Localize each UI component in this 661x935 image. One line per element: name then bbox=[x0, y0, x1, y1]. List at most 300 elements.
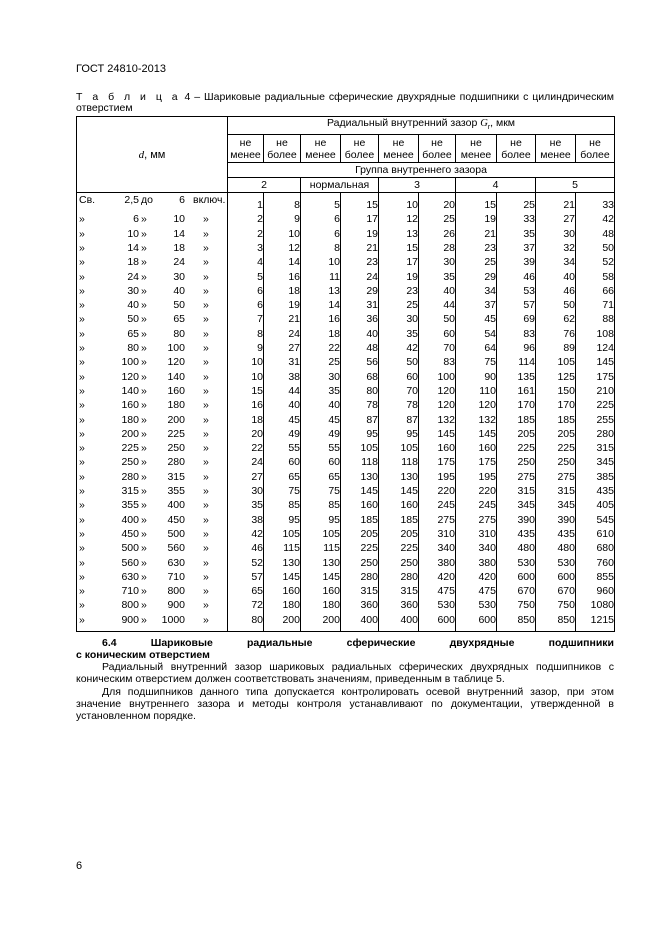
table-row bbox=[77, 613, 615, 632]
clearance-value-cell: 405 bbox=[576, 498, 615, 512]
range-from: 160 bbox=[121, 399, 139, 412]
clearance-value-cell: 60 bbox=[264, 455, 301, 469]
diameter-range-cell bbox=[77, 441, 228, 455]
range-prefix: » bbox=[79, 570, 85, 583]
table-row bbox=[77, 527, 615, 541]
range-prefix: » bbox=[79, 327, 85, 340]
clearance-value-cell: 340 bbox=[456, 541, 497, 555]
clearance-value-cell: 160 bbox=[301, 584, 341, 598]
clearance-value-cell: 280 bbox=[379, 570, 419, 584]
range-suffix: » bbox=[203, 599, 209, 612]
range-prefix: » bbox=[79, 470, 85, 483]
range-suffix: » bbox=[203, 456, 209, 469]
clearance-value-cell: 40 bbox=[341, 327, 379, 341]
clearance-value-cell: 670 bbox=[536, 584, 576, 598]
clearance-value-cell: 120 bbox=[419, 398, 456, 412]
section-title-line2: с коническим отверстием bbox=[76, 649, 210, 661]
range-word-to: » bbox=[141, 356, 147, 369]
clearance-value-cell: 35 bbox=[379, 327, 419, 341]
clearance-value-cell: 83 bbox=[419, 355, 456, 369]
range-word-to: » bbox=[141, 313, 147, 326]
diameter-range-cell bbox=[77, 513, 228, 527]
clearance-value-cell: 69 bbox=[497, 312, 536, 326]
range-from: 100 bbox=[121, 356, 139, 369]
clearance-value-cell: 6 bbox=[228, 284, 264, 298]
clearance-value-cell: 35 bbox=[419, 270, 456, 284]
group-2-header: 2 bbox=[228, 178, 301, 193]
clearance-value-cell: 44 bbox=[264, 384, 301, 398]
range-prefix: » bbox=[79, 313, 85, 326]
clearance-value-cell: 44 bbox=[419, 298, 456, 312]
range-prefix: » bbox=[79, 284, 85, 297]
clearance-value-cell: 83 bbox=[497, 327, 536, 341]
clearance-value-cell: 175 bbox=[576, 370, 615, 384]
clearance-value-cell: 14 bbox=[264, 255, 301, 269]
clearance-value-cell: 9 bbox=[228, 341, 264, 355]
clearance-value-cell: 38 bbox=[264, 370, 301, 384]
clearance-value-cell: 850 bbox=[497, 613, 536, 632]
clearance-value-cell: 29 bbox=[341, 284, 379, 298]
clearance-value-cell: 57 bbox=[497, 298, 536, 312]
clearance-value-cell: 185 bbox=[341, 513, 379, 527]
clearance-value-cell: 360 bbox=[379, 598, 419, 612]
clearance-value-cell: 545 bbox=[576, 513, 615, 527]
clearance-value-cell: 50 bbox=[536, 298, 576, 312]
range-word-to: » bbox=[141, 599, 147, 612]
clearance-value-cell: 12 bbox=[379, 212, 419, 226]
range-suffix: » bbox=[203, 313, 209, 326]
clearance-value-cell: 435 bbox=[497, 527, 536, 541]
diameter-range-cell bbox=[77, 284, 228, 298]
clearance-value-cell: 52 bbox=[228, 556, 264, 570]
clearance-value-cell: 66 bbox=[576, 284, 615, 298]
range-word-to: » bbox=[141, 399, 147, 412]
clearance-value-cell: 530 bbox=[497, 556, 536, 570]
clearance-value-cell: 130 bbox=[341, 470, 379, 484]
clearance-value-cell: 225 bbox=[341, 541, 379, 555]
range-suffix: » bbox=[203, 556, 209, 569]
clearance-value-cell: 60 bbox=[379, 370, 419, 384]
clearance-value-cell: 19 bbox=[341, 227, 379, 241]
clearance-value-cell: 105 bbox=[341, 441, 379, 455]
max-header-line2: более bbox=[422, 148, 452, 161]
clearance-value-cell: 8 bbox=[228, 327, 264, 341]
clearance-value-cell: 420 bbox=[419, 570, 456, 584]
clearance-value-cell: 130 bbox=[379, 470, 419, 484]
range-word-to: » bbox=[141, 227, 147, 240]
clearance-value-cell: 48 bbox=[341, 341, 379, 355]
range-prefix: » bbox=[79, 599, 85, 612]
clearance-value-cell: 21 bbox=[264, 312, 301, 326]
clearance-value-cell: 46 bbox=[497, 270, 536, 284]
clearance-table bbox=[76, 116, 615, 632]
paragraph-1: Радиальный внутренний зазор шариковых радиальных сферических двухрядных подшипников с коническим отверстием должен соответствовать значениям, приведенным в таблице 5. bbox=[76, 661, 614, 685]
range-word-to: » bbox=[141, 256, 147, 269]
table-row bbox=[77, 413, 615, 427]
range-word-to: » bbox=[141, 270, 147, 283]
max-header bbox=[264, 135, 301, 163]
clearance-value-cell: 56 bbox=[341, 355, 379, 369]
clearance-value-cell: 75 bbox=[301, 484, 341, 498]
range-word-to: » bbox=[141, 542, 147, 555]
range-to: 315 bbox=[167, 470, 185, 483]
min-header-line1: не bbox=[549, 136, 562, 149]
clearance-value-cell: 225 bbox=[497, 441, 536, 455]
range-to: 630 bbox=[167, 556, 185, 569]
page-number: 6 bbox=[76, 860, 83, 872]
clearance-value-cell: 45 bbox=[456, 312, 497, 326]
paragraph-2: Для подшипников данного типа допускается контролировать осевой внутренний зазор, при этом значение внутреннего зазора и методы контроля устанавливают по документации, утвержденной в установленном порядке. bbox=[76, 686, 614, 722]
range-suffix: » bbox=[203, 256, 209, 269]
range-word-to: » bbox=[141, 241, 147, 254]
range-from: 65 bbox=[127, 327, 139, 340]
clearance-value-cell: 132 bbox=[456, 413, 497, 427]
clearance-value-cell: 160 bbox=[456, 441, 497, 455]
clearance-value-cell: 1080 bbox=[576, 598, 615, 612]
clearance-value-cell: 130 bbox=[301, 556, 341, 570]
clearance-value-cell: 105 bbox=[301, 527, 341, 541]
min-header bbox=[301, 135, 341, 163]
range-suffix: » bbox=[203, 570, 209, 583]
clearance-value-cell: 530 bbox=[456, 598, 497, 612]
clearance-value-cell: 90 bbox=[456, 370, 497, 384]
range-prefix: » bbox=[79, 513, 85, 526]
clearance-value-cell: 23 bbox=[379, 284, 419, 298]
clearance-value-cell: 530 bbox=[536, 556, 576, 570]
section-title-word: радиальные bbox=[246, 637, 313, 649]
clearance-value-cell: 21 bbox=[536, 193, 576, 213]
range-prefix: » bbox=[79, 585, 85, 598]
clearance-value-cell: 480 bbox=[497, 541, 536, 555]
clearance-value-cell: 115 bbox=[301, 541, 341, 555]
clearance-value-cell: 40 bbox=[419, 284, 456, 298]
clearance-value-cell: 210 bbox=[576, 384, 615, 398]
clearance-value-cell: 1 bbox=[228, 193, 264, 213]
clearance-value-cell: 30 bbox=[536, 227, 576, 241]
max-header-line2: более bbox=[344, 148, 375, 161]
clearance-value-cell: 95 bbox=[341, 427, 379, 441]
clearance-value-cell: 34 bbox=[456, 284, 497, 298]
clearance-value-cell: 72 bbox=[228, 598, 264, 612]
range-to: 14 bbox=[173, 227, 185, 240]
clearance-value-cell: 680 bbox=[576, 541, 615, 555]
clearance-value-cell: 380 bbox=[456, 556, 497, 570]
range-prefix: » bbox=[79, 256, 85, 269]
range-from: 900 bbox=[121, 613, 139, 626]
clearance-unit: , мкм bbox=[490, 117, 516, 129]
clearance-value-cell: 6 bbox=[228, 298, 264, 312]
clearance-value-cell: 80 bbox=[228, 613, 264, 632]
clearance-value-cell: 480 bbox=[536, 541, 576, 555]
min-header-line1: не bbox=[314, 136, 327, 149]
clearance-value-cell: 25 bbox=[301, 355, 341, 369]
range-from: 80 bbox=[127, 342, 139, 355]
clearance-value-cell: 345 bbox=[576, 455, 615, 469]
clearance-value-cell: 4 bbox=[228, 255, 264, 269]
clearance-value-cell: 17 bbox=[379, 255, 419, 269]
clearance-value-cell: 205 bbox=[341, 527, 379, 541]
clearance-value-cell: 68 bbox=[341, 370, 379, 384]
min-header-line2: менее bbox=[540, 148, 571, 161]
clearance-value-cell: 750 bbox=[536, 598, 576, 612]
clearance-value-cell: 65 bbox=[264, 470, 301, 484]
range-to: 250 bbox=[167, 442, 185, 455]
range-prefix: » bbox=[79, 427, 85, 440]
clearance-value-cell: 200 bbox=[264, 613, 301, 632]
diameter-range-cell bbox=[77, 470, 228, 484]
min-header-line2: менее bbox=[305, 148, 336, 161]
range-prefix: » bbox=[79, 342, 85, 355]
clearance-value-cell: 50 bbox=[576, 241, 615, 255]
clearance-value-cell: 60 bbox=[301, 455, 341, 469]
clearance-value-cell: 250 bbox=[341, 556, 379, 570]
diameter-range-cell bbox=[77, 270, 228, 284]
clearance-value-cell: 118 bbox=[379, 455, 419, 469]
clearance-value-cell: 135 bbox=[497, 370, 536, 384]
table-row bbox=[77, 556, 615, 570]
clearance-value-cell: 30 bbox=[379, 312, 419, 326]
clearance-value-cell: 105 bbox=[379, 441, 419, 455]
range-from: 355 bbox=[121, 499, 139, 512]
range-to: 80 bbox=[173, 327, 185, 340]
clearance-value-cell: 145 bbox=[264, 570, 301, 584]
clearance-value-cell: 275 bbox=[497, 470, 536, 484]
clearance-value-cell: 280 bbox=[576, 427, 615, 441]
diameter-range-cell bbox=[77, 584, 228, 598]
max-header bbox=[419, 135, 456, 163]
clearance-value-cell: 65 bbox=[301, 470, 341, 484]
range-suffix: » bbox=[203, 299, 209, 312]
clearance-value-cell: 600 bbox=[456, 613, 497, 632]
clearance-value-cell: 315 bbox=[536, 484, 576, 498]
range-to: 560 bbox=[167, 542, 185, 555]
diameter-range-cell bbox=[77, 241, 228, 255]
diameter-range-cell bbox=[77, 384, 228, 398]
clearance-value-cell: 16 bbox=[301, 312, 341, 326]
clearance-value-cell: 36 bbox=[341, 312, 379, 326]
clearance-value-cell: 200 bbox=[301, 613, 341, 632]
clearance-value-cell: 185 bbox=[379, 513, 419, 527]
range-prefix: » bbox=[79, 384, 85, 397]
clearance-value-cell: 87 bbox=[379, 413, 419, 427]
range-to: 30 bbox=[173, 270, 185, 283]
clearance-value-cell: 50 bbox=[379, 355, 419, 369]
clearance-value-cell: 6 bbox=[301, 212, 341, 226]
clearance-value-cell: 45 bbox=[264, 413, 301, 427]
range-word-to: до bbox=[141, 194, 153, 207]
clearance-value-cell: 31 bbox=[341, 298, 379, 312]
table-row bbox=[77, 327, 615, 341]
clearance-value-cell: 2 bbox=[228, 227, 264, 241]
clearance-value-cell: 27 bbox=[228, 470, 264, 484]
range-word-to: » bbox=[141, 342, 147, 355]
clearance-value-cell: 1215 bbox=[576, 613, 615, 632]
clearance-label: Радиальный внутренний зазор bbox=[326, 117, 481, 129]
clearance-value-cell: 9 bbox=[264, 212, 301, 226]
min-header bbox=[379, 135, 419, 163]
clearance-value-cell: 170 bbox=[536, 398, 576, 412]
max-header-line1: не bbox=[353, 136, 366, 149]
range-word-to: » bbox=[141, 299, 147, 312]
range-from: 180 bbox=[121, 413, 139, 426]
clearance-value-cell: 46 bbox=[228, 541, 264, 555]
clearance-value-cell: 380 bbox=[419, 556, 456, 570]
range-from: 18 bbox=[127, 256, 139, 269]
section-title-word: сферические bbox=[346, 637, 416, 649]
clearance-value-cell: 400 bbox=[341, 613, 379, 632]
range-word-to: » bbox=[141, 213, 147, 226]
table-row bbox=[77, 570, 615, 584]
clearance-value-cell: 37 bbox=[497, 241, 536, 255]
clearance-value-cell: 115 bbox=[264, 541, 301, 555]
clearance-value-cell: 670 bbox=[497, 584, 536, 598]
diameter-range-cell bbox=[77, 227, 228, 241]
table-row bbox=[77, 355, 615, 369]
clearance-value-cell: 35 bbox=[301, 384, 341, 398]
clearance-value-cell: 8 bbox=[264, 193, 301, 213]
clearance-value-cell: 10 bbox=[379, 193, 419, 213]
range-to: 710 bbox=[167, 570, 185, 583]
clearance-value-cell: 310 bbox=[419, 527, 456, 541]
range-from: 24 bbox=[127, 270, 139, 283]
clearance-value-cell: 175 bbox=[456, 455, 497, 469]
clearance-value-cell: 195 bbox=[419, 470, 456, 484]
clearance-value-cell: 145 bbox=[379, 484, 419, 498]
max-header-line2: более bbox=[501, 148, 531, 161]
clearance-value-cell: 96 bbox=[497, 341, 536, 355]
clearance-value-cell: 118 bbox=[341, 455, 379, 469]
clearance-value-cell: 71 bbox=[576, 298, 615, 312]
clearance-value-cell: 610 bbox=[576, 527, 615, 541]
table-row bbox=[77, 384, 615, 398]
clearance-value-cell: 105 bbox=[536, 355, 576, 369]
table-row bbox=[77, 298, 615, 312]
clearance-value-cell: 37 bbox=[456, 298, 497, 312]
clearance-value-cell: 88 bbox=[576, 312, 615, 326]
range-prefix: » bbox=[79, 485, 85, 498]
clearance-value-cell: 15 bbox=[456, 193, 497, 213]
clearance-value-cell: 19 bbox=[264, 298, 301, 312]
clearance-value-cell: 360 bbox=[341, 598, 379, 612]
diameter-range-cell bbox=[77, 484, 228, 498]
range-from: 400 bbox=[121, 513, 139, 526]
range-to: 120 bbox=[167, 356, 185, 369]
clearance-value-cell: 21 bbox=[341, 241, 379, 255]
clearance-value-cell: 60 bbox=[419, 327, 456, 341]
diameter-range-cell bbox=[77, 212, 228, 226]
clearance-value-cell: 25 bbox=[497, 193, 536, 213]
clearance-value-cell: 40 bbox=[536, 270, 576, 284]
range-suffix: » bbox=[203, 413, 209, 426]
range-from: 800 bbox=[121, 599, 139, 612]
clearance-value-cell: 205 bbox=[379, 527, 419, 541]
range-prefix: » bbox=[79, 270, 85, 283]
range-suffix: » bbox=[203, 585, 209, 598]
range-word-to: » bbox=[141, 570, 147, 583]
range-word-to: » bbox=[141, 370, 147, 383]
range-from: 450 bbox=[121, 527, 139, 540]
table-row bbox=[77, 427, 615, 441]
table-body bbox=[77, 193, 615, 632]
clearance-value-cell: 24 bbox=[341, 270, 379, 284]
range-word-to: » bbox=[141, 485, 147, 498]
max-header-line2: более bbox=[267, 148, 297, 161]
diameter-range-cell bbox=[77, 398, 228, 412]
range-word-to: » bbox=[141, 384, 147, 397]
clearance-value-cell: 35 bbox=[228, 498, 264, 512]
section-title-word: двухрядные bbox=[449, 637, 515, 649]
clearance-value-cell: 15 bbox=[341, 193, 379, 213]
max-header-line1: не bbox=[589, 136, 601, 149]
range-suffix: » bbox=[203, 270, 209, 283]
max-header-line2: более bbox=[580, 148, 610, 161]
clearance-value-cell: 14 bbox=[301, 298, 341, 312]
clearance-value-cell: 70 bbox=[419, 341, 456, 355]
min-header-line1: не bbox=[470, 136, 482, 149]
diameter-range-cell bbox=[77, 427, 228, 441]
diameter-range-cell bbox=[77, 327, 228, 341]
clearance-value-cell: 315 bbox=[576, 441, 615, 455]
clearance-value-cell: 18 bbox=[301, 327, 341, 341]
range-word-to: » bbox=[141, 327, 147, 340]
range-word-to: » bbox=[141, 585, 147, 598]
range-prefix: » bbox=[79, 556, 85, 569]
clearance-value-cell: 145 bbox=[456, 427, 497, 441]
clearance-value-cell: 600 bbox=[419, 613, 456, 632]
clearance-value-cell: 30 bbox=[301, 370, 341, 384]
clearance-value-cell: 275 bbox=[536, 470, 576, 484]
range-to: 450 bbox=[167, 513, 185, 526]
range-prefix: » bbox=[79, 399, 85, 412]
table-row bbox=[77, 255, 615, 269]
clearance-value-cell: 245 bbox=[419, 498, 456, 512]
clearance-value-cell: 80 bbox=[341, 384, 379, 398]
clearance-value-cell: 21 bbox=[456, 227, 497, 241]
range-word-to: » bbox=[141, 470, 147, 483]
clearance-value-cell: 48 bbox=[576, 227, 615, 241]
clearance-value-cell: 180 bbox=[264, 598, 301, 612]
range-from: 280 bbox=[121, 470, 139, 483]
table-row bbox=[77, 341, 615, 355]
range-to: 100 bbox=[167, 342, 185, 355]
clearance-value-cell: 24 bbox=[228, 455, 264, 469]
clearance-value-cell: 160 bbox=[419, 441, 456, 455]
range-to: 140 bbox=[167, 370, 185, 383]
range-from: 500 bbox=[121, 542, 139, 555]
clearance-value-cell: 390 bbox=[497, 513, 536, 527]
clearance-value-cell: 76 bbox=[536, 327, 576, 341]
section-6-4-title bbox=[76, 637, 614, 661]
clearance-value-cell: 75 bbox=[264, 484, 301, 498]
clearance-value-cell: 38 bbox=[228, 513, 264, 527]
range-word-to: » bbox=[141, 284, 147, 297]
diameter-range-cell bbox=[77, 527, 228, 541]
clearance-value-cell: 280 bbox=[341, 570, 379, 584]
range-suffix: » bbox=[203, 527, 209, 540]
clearance-value-cell: 7 bbox=[228, 312, 264, 326]
clearance-value-cell: 20 bbox=[228, 427, 264, 441]
range-to: 18 bbox=[173, 241, 185, 254]
min-header-line2: менее bbox=[383, 148, 414, 161]
diameter-range-cell bbox=[77, 541, 228, 555]
max-header bbox=[341, 135, 379, 163]
range-suffix: » bbox=[203, 470, 209, 483]
diameter-range-cell bbox=[77, 570, 228, 584]
range-to: 200 bbox=[167, 413, 185, 426]
max-header-line1: не bbox=[276, 136, 288, 149]
clearance-value-cell: 8 bbox=[301, 241, 341, 255]
clearance-value-cell: 34 bbox=[536, 255, 576, 269]
